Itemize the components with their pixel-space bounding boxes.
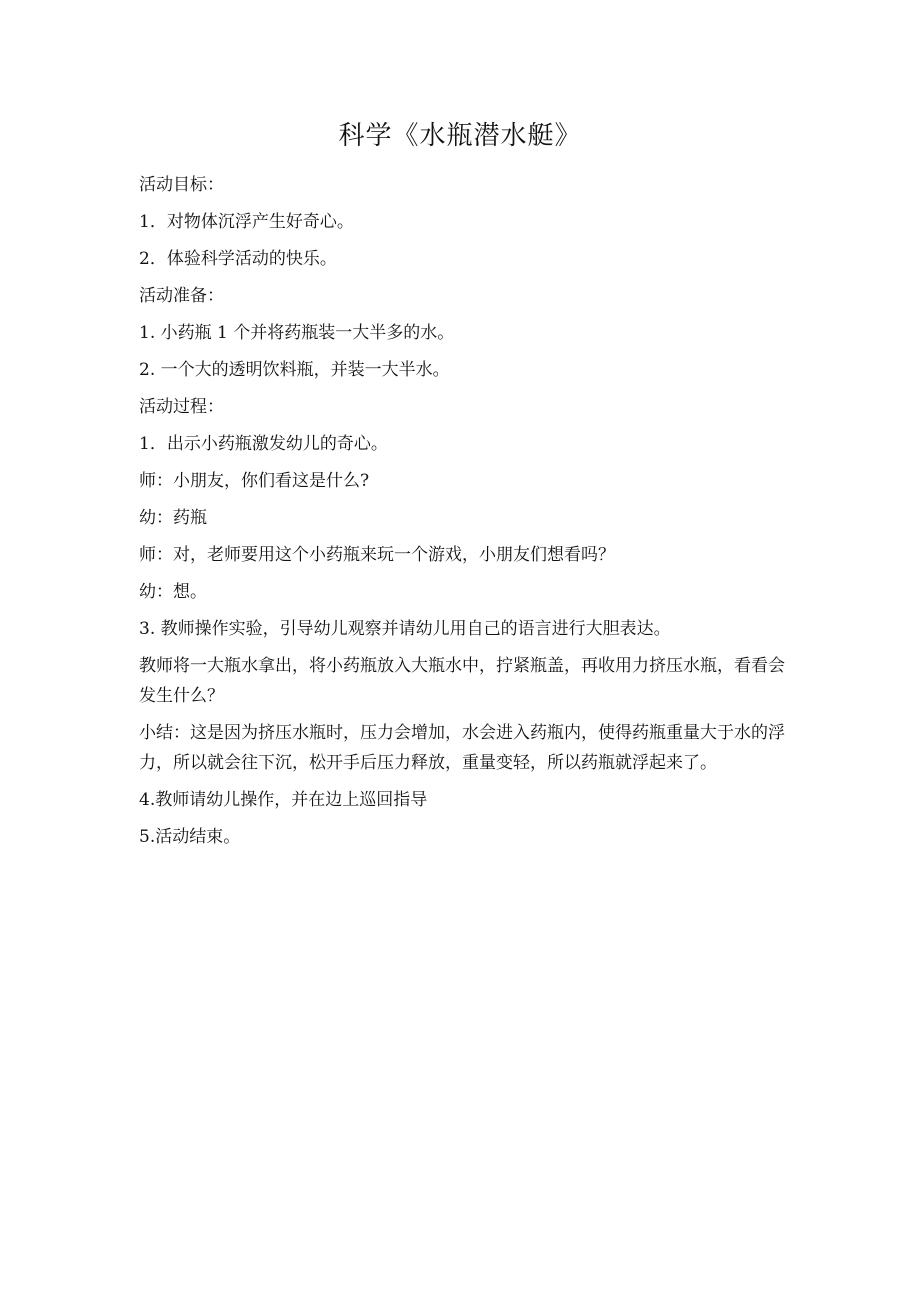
preparation-item-2: 2. 一个大的透明饮料瓶，并装一大半水。 [139, 360, 450, 380]
section-heading-goals: 活动目标： [139, 175, 224, 195]
process-step-4: 4.教师请幼儿操作，并在边上巡回指导 [139, 790, 428, 810]
dialogue-line: 师：对，老师要用这个小药瓶来玩一个游戏，小朋友们想看吗？ [139, 545, 615, 565]
process-step-1: 1．出示小药瓶激发幼儿的奇心。 [139, 434, 388, 454]
dialogue-line: 幼：药瓶 [139, 508, 207, 528]
dialogue-line: 幼：想。 [139, 582, 207, 602]
experiment-paragraph: 教师将一大瓶水拿出，将小药瓶放入大瓶水中，拧紧瓶盖，再收用力挤压水瓶，看看会发生什么？ [139, 656, 785, 706]
section-heading-preparation: 活动准备： [139, 286, 224, 306]
document-title: 科学《水瓶潜水艇》 [338, 121, 582, 151]
preparation-item-1: 1. 小药瓶 1 个并将药瓶装一大半多的水。 [139, 323, 455, 343]
process-step-3: 3. 教师操作实验，引导幼儿观察并请幼儿用自己的语言进行大胆表达。 [139, 619, 671, 639]
document-body [139, 170, 789, 859]
summary-paragraph: 小结：这是因为挤压水瓶时，压力会增加，水会进入药瓶内，使得药瓶重量大于水的浮力，所以就会往下沉，松开手后压力释放，重量变轻，所以药瓶就浮起来了。 [139, 723, 785, 773]
goal-item-1: 1．对物体沉浮产生好奇心。 [139, 212, 354, 232]
dialogue-line: 师：小朋友，你们看这是什么? [139, 471, 370, 491]
process-step-5: 5.活动结束。 [139, 827, 241, 847]
goal-item-2: 2．体验科学活动的快乐。 [139, 249, 337, 269]
section-heading-process: 活动过程： [139, 397, 224, 417]
